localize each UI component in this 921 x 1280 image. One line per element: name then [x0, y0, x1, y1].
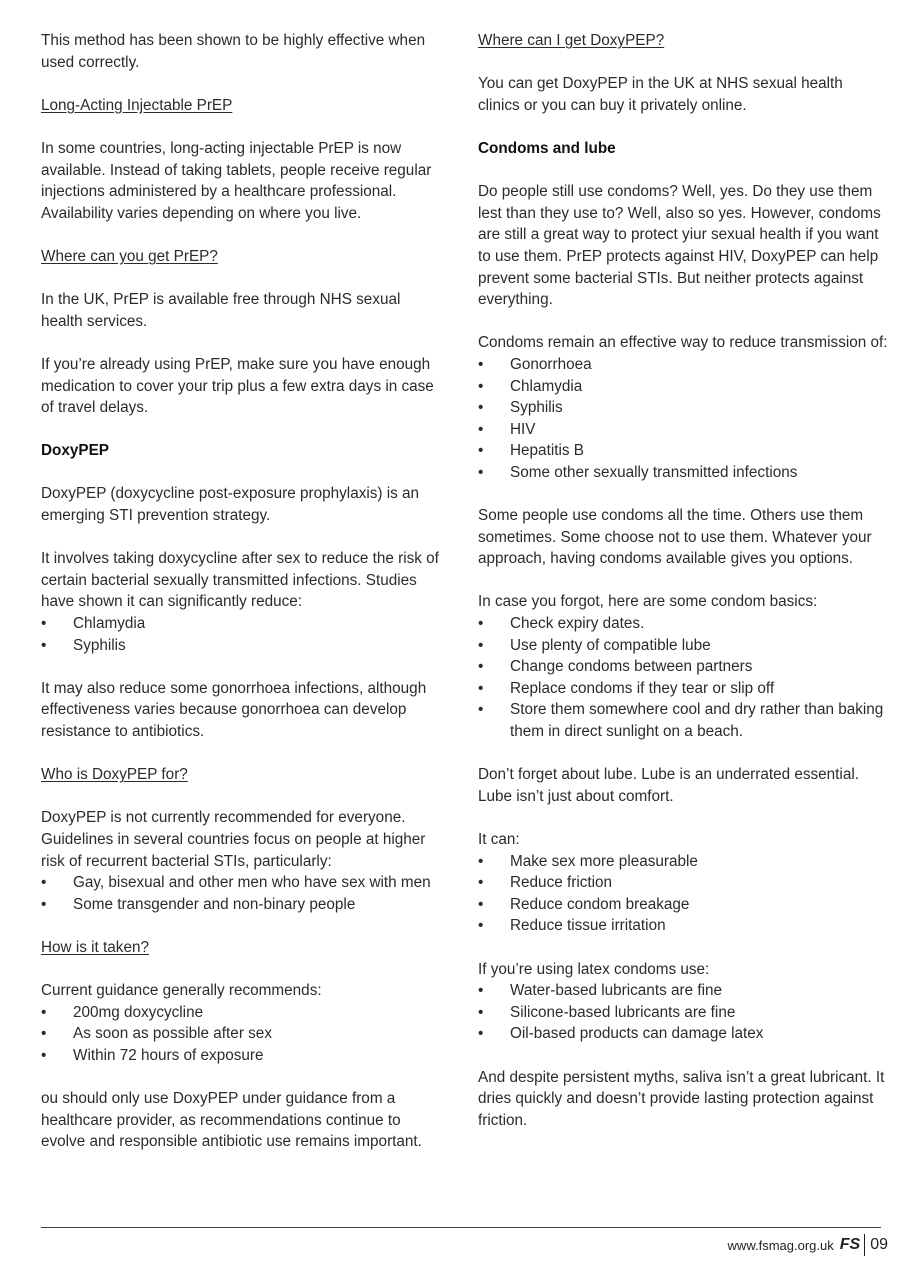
- get-doxypep-subheading: Where can I get DoxyPEP?: [478, 32, 665, 49]
- doxypep-involves-paragraph: It involves taking doxycycline after sex to reduce the risk of certain bacterial sexually transmitted infections. Studies have shown it can significantly reduce:: [41, 550, 439, 611]
- list-item: • As soon as possible after sex: [41, 1023, 441, 1045]
- basics-list: [478, 613, 888, 743]
- saliva-paragraph: And despite persistent myths, saliva isn’t a great lubricant. It dries quickly and doesn’t provide lasting protection against friction.: [478, 1068, 885, 1129]
- list-item: • Change condoms between partners: [478, 656, 888, 678]
- basics-paragraph: In case you forgot, here are some condom basics:: [478, 593, 818, 611]
- footer-url: www.fsmag.org.uk: [727, 1237, 834, 1253]
- right-column: [478, 30, 888, 1153]
- it-can-paragraph: It can:: [478, 830, 520, 848]
- list-item: • Reduce friction: [478, 872, 888, 894]
- gonorrhoea-paragraph: It may also reduce some gonorrhoea infections, although effectiveness varies because gonorrhoea can develop resistance to antibiotics.: [41, 679, 427, 740]
- latex-paragraph: If you’re using latex condoms use:: [478, 960, 710, 978]
- left-column: [41, 30, 441, 1174]
- bullet-icon: •: [41, 874, 47, 892]
- list-item: • Reduce condom breakage: [478, 894, 888, 916]
- list-item: • Some transgender and non-binary people: [41, 894, 441, 916]
- bullet-icon: •: [478, 442, 484, 460]
- bullet-icon: •: [478, 636, 484, 654]
- footer-separator: [864, 1234, 865, 1256]
- lube-paragraph: Don’t forget about lube. Lube is an underrated essential. Lube isn’t just about comfort.: [478, 766, 859, 805]
- bullet-icon: •: [478, 399, 484, 417]
- get-doxypep-paragraph: You can get DoxyPEP in the UK at NHS sexual health clinics or you can buy it privately online.: [478, 75, 843, 114]
- injectable-prep-subheading: Long-Acting Injectable PrEP: [41, 96, 233, 114]
- list-item: • Oil-based products can damage latex: [478, 1023, 888, 1045]
- list-item: • Silicone-based lubricants are fine: [478, 1002, 888, 1024]
- bullet-icon: •: [478, 895, 484, 913]
- bullet-icon: •: [478, 874, 484, 892]
- approach-paragraph: Some people use condoms all the time. Others use them sometimes. Some choose not to use them. Whatever your approach, having condoms available gives you options.: [478, 507, 872, 568]
- doxypep-heading: DoxyPEP: [41, 442, 110, 460]
- list-item: • Reduce tissue irritation: [478, 915, 888, 937]
- bullet-icon: •: [478, 1025, 484, 1043]
- list-item: • Check expiry dates.: [478, 613, 888, 635]
- intro-effective-paragraph: This method has been shown to be highly effective when used correctly.: [41, 32, 426, 71]
- it-can-list: [478, 851, 888, 937]
- how-taken-subheading: How is it taken?: [41, 938, 149, 956]
- bullet-icon: •: [478, 679, 484, 697]
- list-item: • Gonorrhoea: [478, 354, 888, 376]
- list-item: • Chlamydia: [41, 613, 441, 635]
- list-item: • Store them somewhere cool and dry rather than baking them in direct sunlight on a beach.: [478, 701, 884, 740]
- bullet-icon: •: [478, 377, 484, 395]
- bullet-icon: •: [478, 355, 484, 373]
- get-prep-paragraph: In the UK, PrEP is available free through NHS sexual health services.: [41, 291, 401, 330]
- bullet-icon: •: [478, 917, 484, 935]
- travel-paragraph: If you’re already using PrEP, make sure you have enough medication to cover your trip plus a few extra days in case of travel delays.: [41, 355, 434, 417]
- list-item: • Use plenty of compatible lube: [478, 635, 888, 657]
- bullet-icon: •: [478, 615, 484, 633]
- bullet-icon: •: [478, 982, 484, 1000]
- who-doxypep-subheading: Who is DoxyPEP for?: [41, 766, 188, 784]
- list-item: • Chlamydia: [478, 376, 888, 398]
- bullet-icon: •: [41, 1003, 47, 1021]
- list-item: • Replace condoms if they tear or slip off: [478, 678, 888, 700]
- condoms-intro-paragraph: Do people still use condoms? Well, yes. Do they use them lest than they use to? Well, also so yes. However, condoms are still a great way to protect yiur sexual health if you want to use them. PrEP protects against HIV, DoxyPEP can help prevent some bacterial STIs. But neither protects against everything.: [478, 183, 881, 309]
- condoms-lube-heading: Condoms and lube: [478, 139, 616, 157]
- bullet-icon: •: [478, 463, 484, 481]
- injectable-prep-paragraph: In some countries, long-acting injectable PrEP is now available. Instead of taking tablets, people receive regular injections administered by a healthcare professional. Availability varies depending on where you live.: [41, 139, 432, 222]
- bullet-icon: •: [478, 420, 484, 438]
- list-item: • Gay, bisexual and other men who have sex with men: [41, 872, 441, 894]
- doxypep-reduces-list: [41, 613, 441, 656]
- list-item: • Within 72 hours of exposure: [41, 1045, 441, 1067]
- condoms-reduce-list: [478, 354, 888, 484]
- bullet-icon: •: [41, 615, 47, 633]
- who-doxypep-paragraph: DoxyPEP is not currently recommended for everyone. Guidelines in several countries focus on people at higher risk of recurrent bacterial STIs, particularly:: [41, 809, 426, 870]
- list-item: • Make sex more pleasurable: [478, 851, 888, 873]
- page-number: 09: [870, 1236, 888, 1253]
- bullet-icon: •: [41, 1025, 47, 1043]
- fs-logo: FS: [839, 1236, 861, 1253]
- list-item: • Hepatitis B: [478, 440, 888, 462]
- list-item: • Syphilis: [478, 397, 888, 419]
- get-prep-subheading: Where can you get PrEP?: [41, 247, 218, 265]
- guidance-paragraph: ou should only use DoxyPEP under guidance from a healthcare provider, as recommendations continue to evolve and responsible antibiotic use remains important.: [41, 1090, 422, 1151]
- condoms-reduce-paragraph: Condoms remain an effective way to reduce transmission of:: [478, 334, 888, 352]
- who-doxypep-list: [41, 872, 441, 915]
- bullet-icon: •: [478, 658, 484, 676]
- bullet-icon: •: [478, 852, 484, 870]
- bullet-icon: •: [478, 1003, 484, 1021]
- footer-divider: [41, 1227, 881, 1228]
- latex-list: [478, 980, 888, 1045]
- bullet-icon: •: [41, 895, 47, 913]
- how-taken-paragraph: Current guidance generally recommends:: [41, 982, 322, 1000]
- list-item: • 200mg doxycycline: [41, 1002, 441, 1024]
- doxypep-intro-paragraph: DoxyPEP (doxycycline post-exposure prophylaxis) is an emerging STI prevention strategy.: [41, 485, 420, 525]
- list-item: • Some other sexually transmitted infections: [478, 462, 888, 484]
- bullet-icon: •: [41, 636, 47, 654]
- bullet-icon: •: [478, 701, 484, 719]
- how-taken-list: [41, 1002, 441, 1067]
- page-footer: [728, 1234, 888, 1256]
- list-item: • Syphilis: [41, 635, 441, 657]
- bullet-icon: •: [41, 1046, 47, 1064]
- list-item: • HIV: [478, 419, 888, 441]
- list-item: • Water-based lubricants are fine: [478, 980, 888, 1002]
